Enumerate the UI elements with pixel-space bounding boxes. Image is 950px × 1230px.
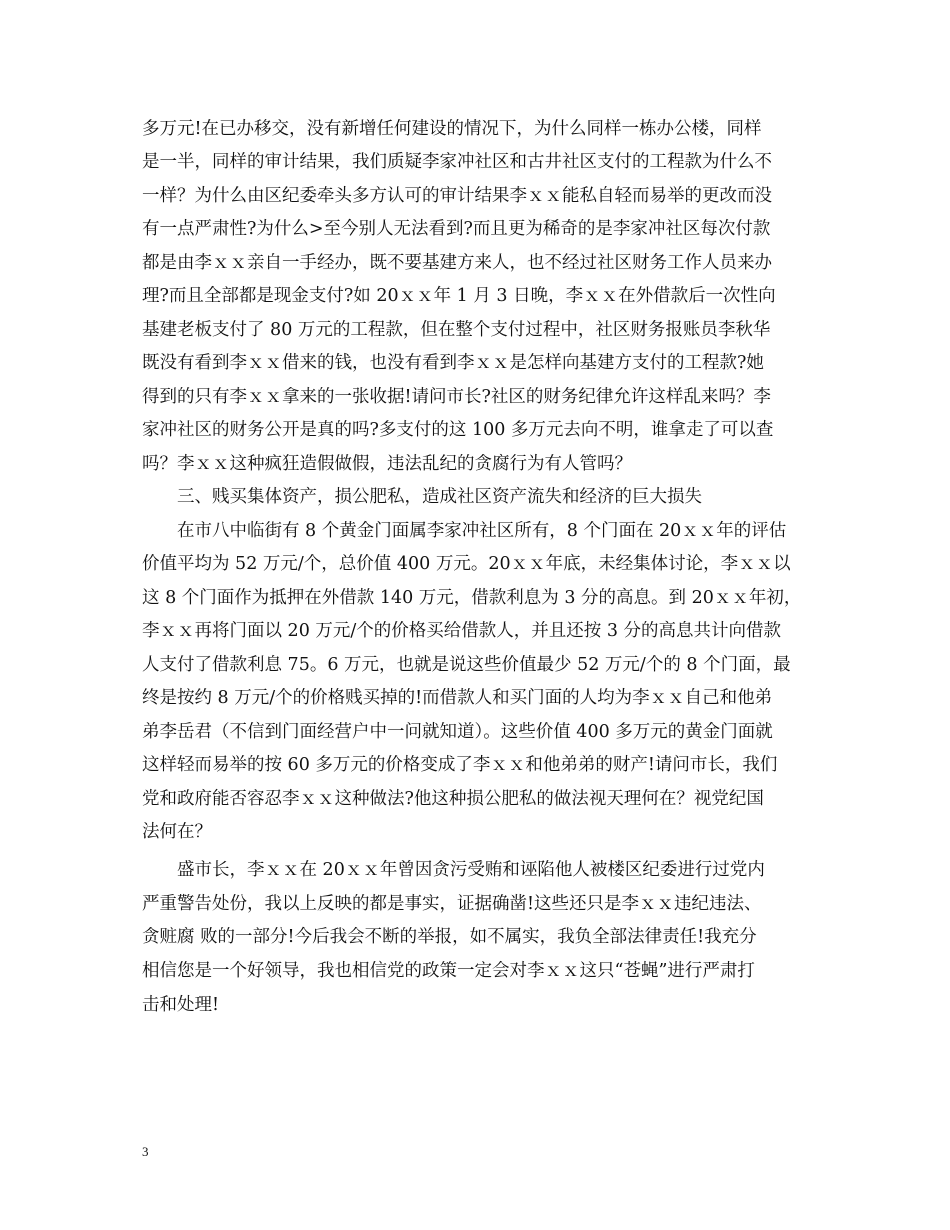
paragraph-line: 弟李岳君（不信到门面经营户中一问就知道）。这些价值 400 多万元的黄金门面就 [142,722,773,742]
paragraph-line: 党和政府能否容忍李ｘｘ这种做法?他这种损公肥私的做法视天理何在？视党纪国 [142,789,764,809]
paragraph-line: 击和处理! [142,995,220,1015]
paragraph-line: 是一半，同样的审计结果，我们质疑李家冲社区和古井社区支付的工程款为什么不 [142,152,772,172]
paragraph-line: 贪赃腐 败的一部分!今后我会不断的举报，如不属实，我负全部法律责任!我充分 [142,927,757,947]
paragraph-line: 价值平均为 52 万元/个，总价值 400 万元。20ｘｘ年底，未经集体讨论，李ｘｘ以 [142,554,791,574]
paragraph-line: 都是由李ｘｘ亲自一手经办，既不要基建方来人，也不经过社区财务工作人员来办 [142,253,772,273]
page-number: 3 [142,1144,149,1159]
paragraph-line: 李ｘｘ再将门面以 20 万元/个的价格买给借款人，并且还按 3 分的高息共计向借款 [142,621,782,641]
paragraph-line: 盛市长，李ｘｘ在 20ｘｘ年曾因贪污受贿和诬陷他人被楼区纪委进行过党内 [177,860,765,880]
paragraph-line: 得到的只有李ｘｘ拿来的一张收据!请问市长?社区的财务纪律允许这样乱来吗？李 [142,387,771,407]
paragraph-line: 这样轻而易举的按 60 多万元的价格变成了李ｘｘ和他弟弟的财产!请问市长，我们 [142,755,778,775]
paragraph-line: 吗？李ｘｘ这种疯狂造假做假，违法乱纪的贪腐行为有人管吗？ [142,454,632,474]
paragraph-line: 法何在？ [142,822,212,842]
paragraph-line: 家冲社区的财务公开是真的吗?多支付的这 100 多万元去向不明，谁拿走了可以查 [142,420,774,440]
paragraph-line: 在市八中临街有 8 个黄金门面属李家冲社区所有，8 个门面在 20ｘｘ年的评估 [177,521,787,541]
paragraph-line: 理?而且全部都是现金支付?如 20ｘｘ年 1 月 3 日晚，李ｘｘ在外借款后一次性向 [142,286,776,306]
paragraph-line: 多万元!在已办移交，没有新增任何建设的情况下，为什么同样一栋办公楼，同样 [142,119,762,139]
paragraph-line: 相信您是一个好领导，我也相信党的政策一定会对李ｘｘ这只“苍蝇”进行严肃打 [142,961,755,981]
paragraph-line: 一样？为什么由区纪委牵头多方认可的审计结果李ｘｘ能私自轻而易举的更改而没 [142,186,772,206]
paragraph-line: 严重警告处份，我以上反映的都是事实，证据确凿!这些还只是李ｘｘ违纪违法、 [142,894,762,914]
paragraph-line: 基建老板支付了 80 万元的工程款，但在整个支付过程中，社区财务报账员李秋华 [142,320,771,340]
paragraph-line: 有一点严肃性?为什么>至今别人无法看到?而且更为稀奇的是李家冲社区每次付款 [142,219,771,239]
paragraph-line: 人支付了借款利息 75。6 万元，也就是说这些价值最少 52 万元/个的 8 个门面，最 [142,655,791,675]
section-heading: 三、贱买集体资产，损公肥私，造成社区资产流失和经济的巨大损失 [177,487,702,507]
paragraph-line: 这 8 个门面作为抵押在外借款 140 万元，借款利息为 3 分的高息。到 20ｘｘ年初， [142,588,802,608]
paragraph-line: 既没有看到李ｘｘ借来的钱，也没有看到李ｘｘ是怎样向基建方支付的工程款?她 [142,353,764,373]
paragraph-line: 终是按约 8 万元/个的价格贱买掉的!而借款人和买门面的人均为李ｘｘ自己和他弟 [142,688,773,708]
